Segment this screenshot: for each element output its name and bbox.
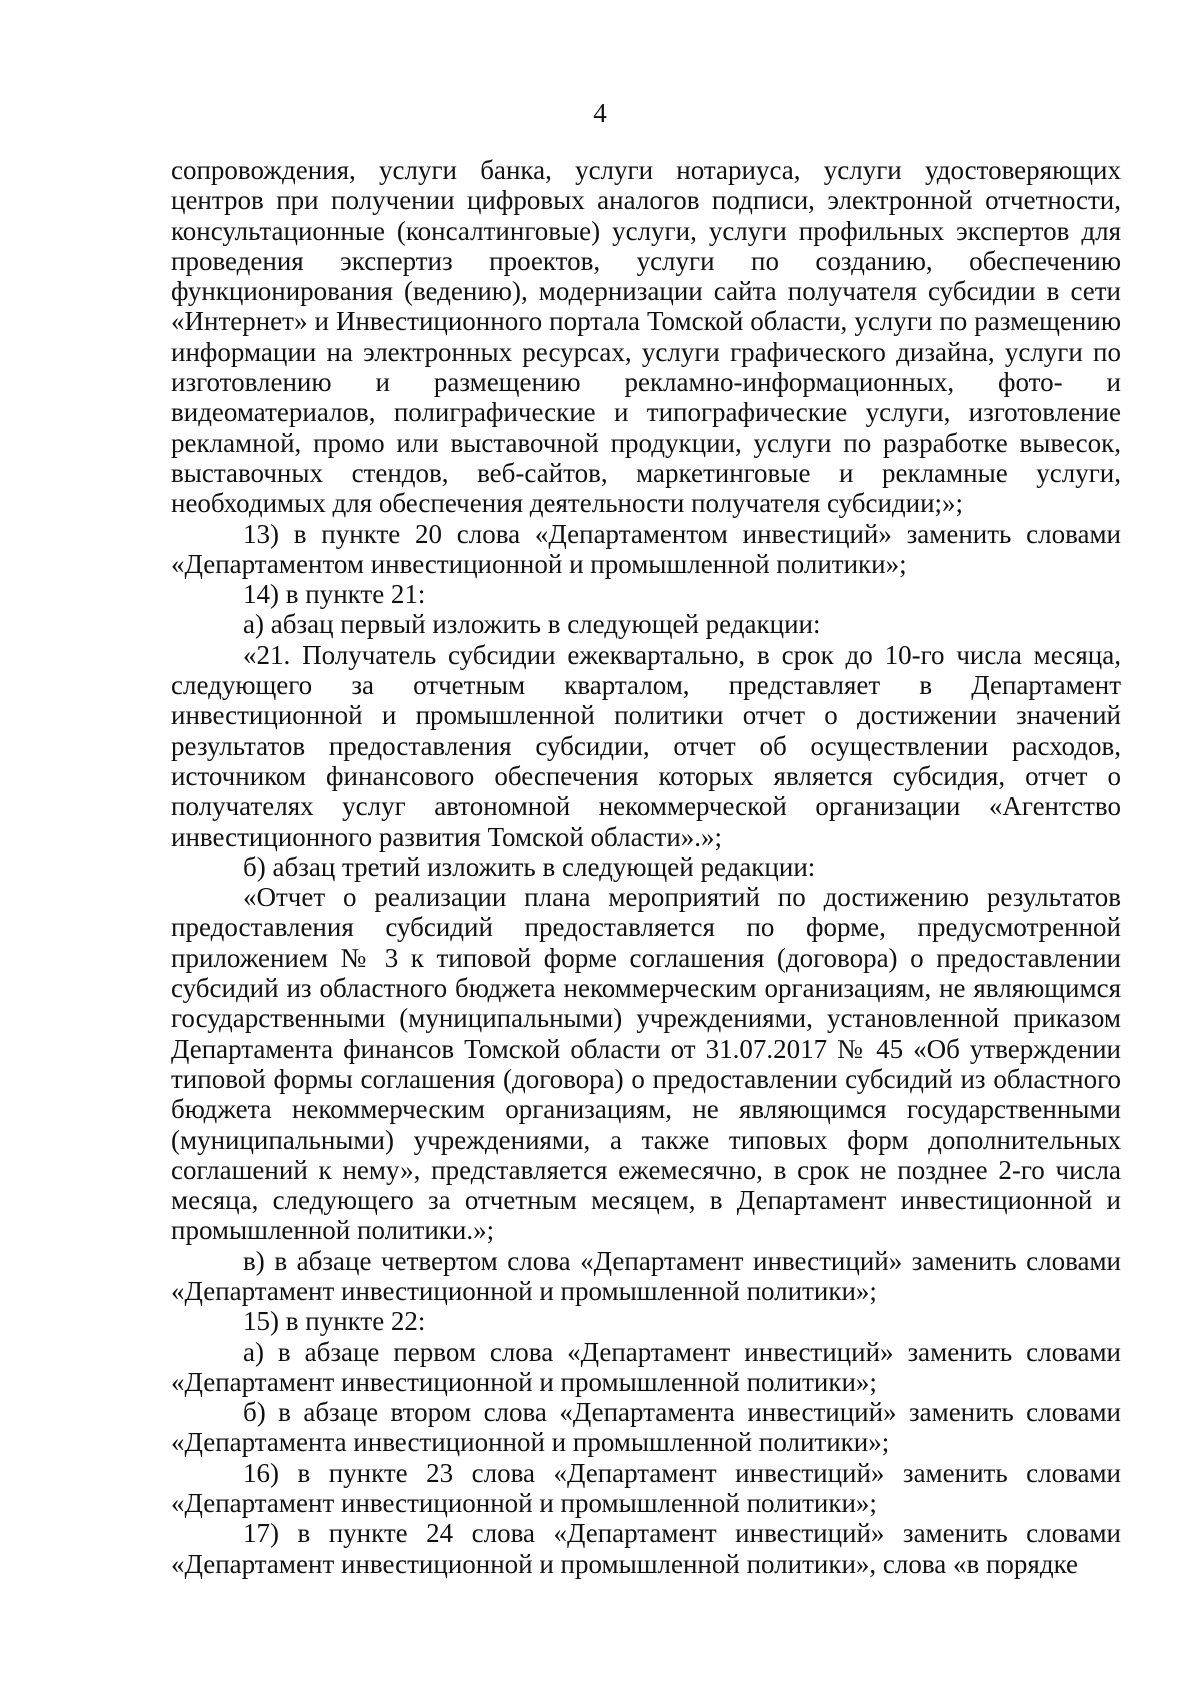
paragraph-item-14a: а) абзац первый изложить в следующей редакции: [243,609,821,640]
paragraph-quote-report: «Отчет о реализации плана мероприятий по достижению результатов предоставления субсидий предоставляется по форме, предусмотренной приложением № 3 к типовой форме соглашения (договора) о предоставлении субсидий из областного бюджета некоммерческим организациям, не являющимся государственными (муниципальными) учреждениями, установленной приказом Департамента финансов Томской области от 31.07.2017 № 45 «Об утверждении типовой формы соглашения (договора) о предоставлении субсидий из областного бюджета некоммерческим организациям, не являющимся государственными (муниципальными) учреждениями, а также типовых форм дополнительных соглашений к нему», представляется ежемесячно, в срок не позднее 2-го числа месяца, следующего за отчетным месяцем, в Департамент инвестиционной и промышленной политики.»; [171,882,1121,1246]
page-number: 4 [593,98,607,128]
paragraph-item-15a: а) в абзаце первом слова «Департамент инвестиций» заменить словами «Департамент инвестиционной и промышленной политики»; [171,1336,1121,1397]
paragraph-item-14v: в) в абзаце четвертом слова «Департамент инвестиций» заменить словами «Департамент инвестиционной и промышленной политики»; [171,1245,1121,1306]
paragraph-item-15: 15) в пункте 22: [243,1306,426,1337]
paragraph-item-14: 14) в пункте 21: [243,579,426,610]
paragraph-item-14b: б) абзац третий изложить в следующей редакции: [243,851,816,882]
document-body [171,155,1121,1579]
paragraph-quote-21: «21. Получатель субсидии ежеквартально, в срок до 10-го числа месяца, следующего за отчетным кварталом, представляет в Департамент инвестиционной и промышленной политики отчет о достижении значений результатов предоставления субсидии, отчет об осуществлении расходов, источником финансового обеспечения которых является субсидия, отчет о получателях услуг автономной некоммерческой организации «Агентство инвестиционного развития Томской области».»; [171,639,1121,852]
paragraph-continuation: сопровождения, услуги банка, услуги нотариуса, услуги удостоверяющих центров при получении цифровых аналогов подписи, электронной отчетности, консультационные (консалтинговые) услуги, услуги профильных экспертов для проведения экспертиз проектов, услуги по созданию, обеспечению функционирования (ведению), модернизации сайта получателя субсидии в сети «Интернет» и Инвестиционного портала Томской области, услуги по размещению информации на электронных ресурсах, услуги графического дизайна, услуги по изготовлению и размещению рекламно-информационных, фото- и видеоматериалов, полиграфические и типографические услуги, изготовление рекламной, промо или выставочной продукции, услуги по разработке вывесок, выставочных стендов, веб-сайтов, маркетинговые и рекламные услуги, необходимых для обеспечения деятельности получателя субсидии;»; [171,155,1121,519]
paragraph-item-17: 17) в пункте 24 слова «Департамент инвестиций» заменить словами «Департамент инвестиционной и промышленной политики», слова «в порядке [171,1518,1121,1579]
paragraph-item-15b: б) в абзаце втором слова «Департамента инвестиций» заменить словами «Департамента инвестиционной и промышленной политики»; [171,1397,1121,1458]
paragraph-item-16: 16) в пункте 23 слова «Департамент инвестиций» заменить словами «Департамент инвестиционной и промышленной политики»; [171,1457,1121,1519]
paragraph-item-13: 13) в пункте 20 слова «Департаментом инвестиций» заменить словами «Департаментом инвестиционной и промышленной политики»; [171,518,1121,579]
